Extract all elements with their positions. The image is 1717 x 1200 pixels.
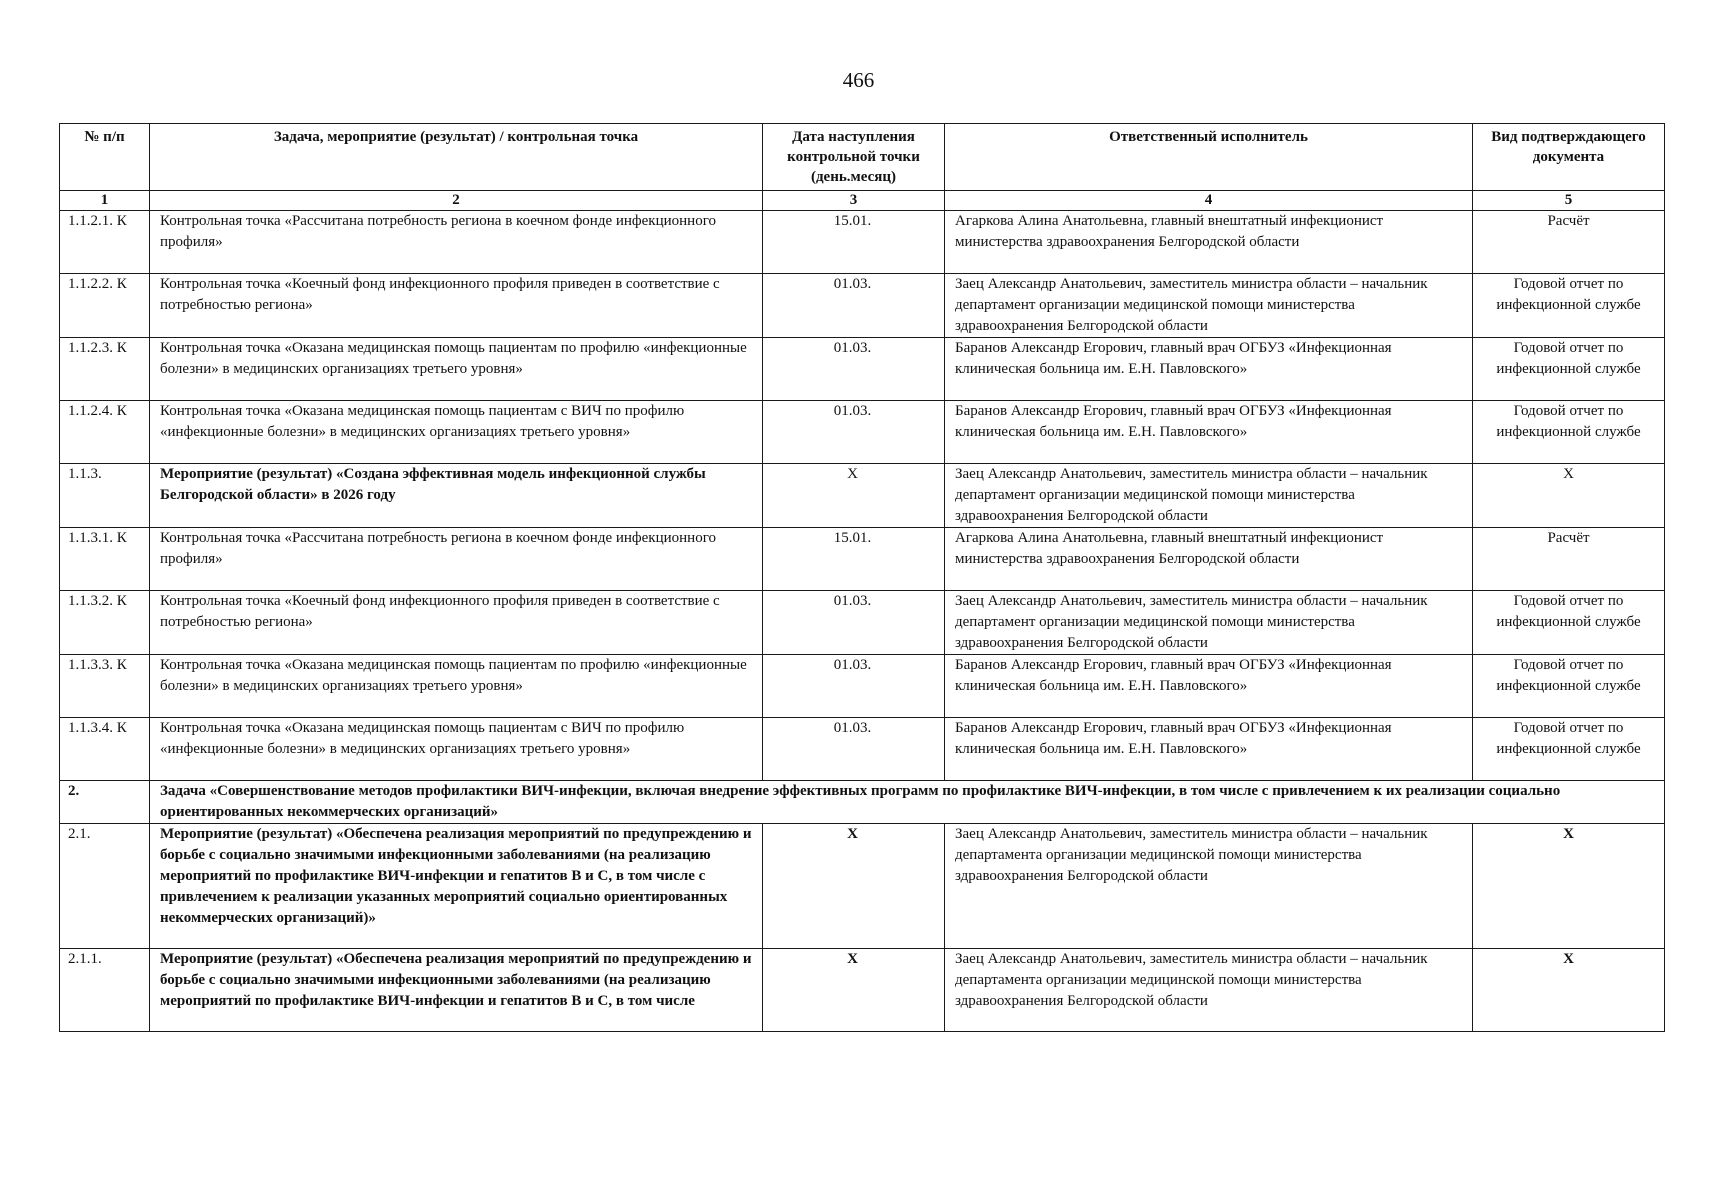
table-row: [60, 528, 1665, 591]
row-task: Контрольная точка «Оказана медицинская помощь пациентам по профилю «инфекционные болезни» в медицинских организациях третьего уровня»: [150, 655, 763, 718]
row-document: Расчёт: [1473, 211, 1665, 274]
row-responsible: Баранов Александр Егорович, главный врач ОГБУЗ «Инфекционная клиническая больница им. Е.Н. Павловского»: [945, 338, 1473, 401]
row-responsible: Заец Александр Анатольевич, заместитель министра области – начальник департамента организации медицинской помощи министерства здравоохранения Белгородской области: [945, 949, 1473, 1032]
table-row: [60, 401, 1665, 464]
row-number: 1.1.3.1. К: [60, 528, 150, 591]
row-number: 1.1.2.3. К: [60, 338, 150, 401]
row-date: 15.01.: [763, 211, 945, 274]
row-task: Контрольная точка «Оказана медицинская помощь пациентам с ВИЧ по профилю «инфекционные болезни» в медицинских организациях третьего уровня»: [150, 401, 763, 464]
row-document: Расчёт: [1473, 528, 1665, 591]
task-number: 2.: [60, 781, 150, 824]
table-row: [60, 274, 1665, 338]
row-task: Контрольная точка «Оказана медицинская помощь пациентам по профилю «инфекционные болезни» в медицинских организациях третьего уровня»: [150, 338, 763, 401]
row-number: 1.1.3.3. К: [60, 655, 150, 718]
task-row: [60, 781, 1665, 824]
control-points-table: [59, 123, 1665, 1032]
row-document: Годовой отчет по инфекционной службе: [1473, 401, 1665, 464]
table-row: [60, 464, 1665, 528]
row-number: 2.1.1.: [60, 949, 150, 1032]
row-number: 2.1.: [60, 824, 150, 949]
header-task: Задача, мероприятие (результат) / контрольная точка: [150, 124, 763, 191]
row-responsible: Баранов Александр Егорович, главный врач ОГБУЗ «Инфекционная клиническая больница им. Е.Н. Павловского»: [945, 401, 1473, 464]
row-document: X: [1473, 464, 1665, 528]
row-document: Годовой отчет по инфекционной службе: [1473, 718, 1665, 781]
table-row: [60, 718, 1665, 781]
row-date: 01.03.: [763, 718, 945, 781]
row-number: 1.1.2.4. К: [60, 401, 150, 464]
row-document: Годовой отчет по инфекционной службе: [1473, 274, 1665, 338]
row-date: 01.03.: [763, 338, 945, 401]
row-responsible: Заец Александр Анатольевич, заместитель министра области – начальник департамент организации медицинской помощи министерства здравоохранения Белгородской области: [945, 591, 1473, 655]
row-task: Контрольная точка «Коечный фонд инфекционного профиля приведен в соответствие с потребностью региона»: [150, 591, 763, 655]
page-number: 466: [842, 68, 875, 92]
task-text: Задача «Совершенствование методов профилактики ВИЧ-инфекции, включая внедрение эффективных программ по профилактике ВИЧ-инфекции, в том числе с привлечением к их реализации социально ориентированных некоммерческих организаций»: [150, 781, 1665, 824]
row-number: 1.1.3.4. К: [60, 718, 150, 781]
row-responsible: Баранов Александр Егорович, главный врач ОГБУЗ «Инфекционная клиническая больница им. Е.Н. Павловского»: [945, 718, 1473, 781]
row-document: Годовой отчет по инфекционной службе: [1473, 591, 1665, 655]
row-date: 01.03.: [763, 274, 945, 338]
row-number: 1.1.3.: [60, 464, 150, 528]
row-responsible: Агаркова Алина Анатольевна, главный внештатный инфекционист министерства здравоохранения Белгородской области: [945, 211, 1473, 274]
row-date: 01.03.: [763, 401, 945, 464]
table-row: [60, 591, 1665, 655]
table-row: [60, 338, 1665, 401]
column-number: 3: [763, 191, 945, 211]
header-date: Дата наступления контрольной точки (день.месяц): [763, 124, 945, 191]
row-responsible: Заец Александр Анатольевич, заместитель министра области – начальник департамент организации медицинской помощи министерства здравоохранения Белгородской области: [945, 274, 1473, 338]
row-date: 15.01.: [763, 528, 945, 591]
row-number: 1.1.2.1. К: [60, 211, 150, 274]
table-row: [60, 211, 1665, 274]
row-number: 1.1.2.2. К: [60, 274, 150, 338]
column-number: 1: [60, 191, 150, 211]
event-row: [60, 824, 1665, 949]
row-responsible: Баранов Александр Егорович, главный врач ОГБУЗ «Инфекционная клиническая больница им. Е.Н. Павловского»: [945, 655, 1473, 718]
row-responsible: Заец Александр Анатольевич, заместитель министра области – начальник департамент организации медицинской помощи министерства здравоохранения Белгородской области: [945, 464, 1473, 528]
table-header-row: [60, 124, 1665, 191]
column-number: 5: [1473, 191, 1665, 211]
row-task: Мероприятие (результат) «Обеспечена реализация мероприятий по предупреждению и борьбе с социально значимыми инфекционными заболеваниями (на реализацию мероприятий по профилактике ВИЧ-инфекции и гепатитов В и С, в том числе с привлечением к реализации указанных мероприятий социально ориентированных некоммерческих организаций)»: [150, 824, 763, 949]
row-date: 01.03.: [763, 591, 945, 655]
column-number: 2: [150, 191, 763, 211]
header-number: № п/п: [60, 124, 150, 191]
table-row: [60, 655, 1665, 718]
event-row: [60, 949, 1665, 1032]
row-date: X: [763, 464, 945, 528]
row-task: Контрольная точка «Оказана медицинская помощь пациентам с ВИЧ по профилю «инфекционные болезни» в медицинских организациях третьего уровня»: [150, 718, 763, 781]
row-number: 1.1.3.2. К: [60, 591, 150, 655]
column-number: 4: [945, 191, 1473, 211]
header-document: Вид подтверждающего документа: [1473, 124, 1665, 191]
row-task: Мероприятие (результат) «Обеспечена реализация мероприятий по предупреждению и борьбе с социально значимыми инфекционными заболеваниями (на реализацию мероприятий по профилактике ВИЧ-инфекции и гепатитов В и С, в том числе: [150, 949, 763, 1032]
row-task: Контрольная точка «Рассчитана потребность региона в коечном фонде инфекционного профиля»: [150, 528, 763, 591]
row-task: Мероприятие (результат) «Создана эффективная модель инфекционной службы Белгородской области» в 2026 году: [150, 464, 763, 528]
row-document: X: [1473, 824, 1665, 949]
row-task: Контрольная точка «Коечный фонд инфекционного профиля приведен в соответствие с потребностью региона»: [150, 274, 763, 338]
header-responsible: Ответственный исполнитель: [945, 124, 1473, 191]
row-date: X: [763, 824, 945, 949]
row-task: Контрольная точка «Рассчитана потребность региона в коечном фонде инфекционного профиля»: [150, 211, 763, 274]
row-document: Годовой отчет по инфекционной службе: [1473, 338, 1665, 401]
row-date: X: [763, 949, 945, 1032]
row-document: Годовой отчет по инфекционной службе: [1473, 655, 1665, 718]
row-document: X: [1473, 949, 1665, 1032]
row-responsible: Заец Александр Анатольевич, заместитель министра области – начальник департамента организации медицинской помощи министерства здравоохранения Белгородской области: [945, 824, 1473, 949]
row-date: 01.03.: [763, 655, 945, 718]
column-number-row: [60, 191, 1665, 211]
row-responsible: Агаркова Алина Анатольевна, главный внештатный инфекционист министерства здравоохранения Белгородской области: [945, 528, 1473, 591]
